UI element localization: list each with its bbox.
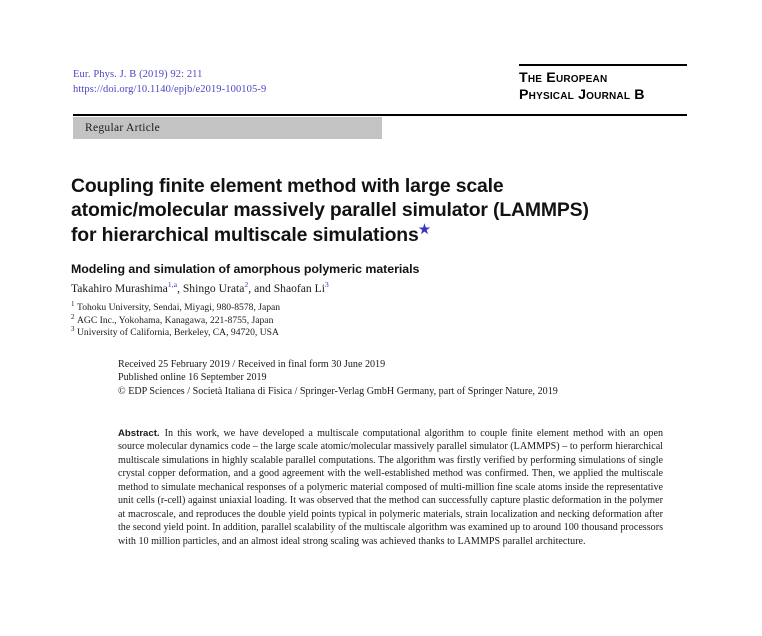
title-line-2: atomic/molecular massively parallel simulator (LAMMPS) — [71, 199, 589, 222]
received-dates: Received 25 February 2019 / Received in final form 30 June 2019 — [118, 359, 386, 370]
abstract-label: Abstract. — [118, 428, 160, 439]
abstract-text: In this work, we have developed a multiscale computational algorithm to couple finite element method with an open source molecular dynamics code – the large scale atomic/molecular massively parallel simulator (LAMMPS) – to perform hierarchical multiscale simulations in highly scalable parallel computations. The algorithm was firstly verified by performing simulations of single crystal copper deformation, and a good agreement with the well-established method was confirmed. Then, we applied the multiscale method to simulate mechanical responses of a polymeric material composed of multi-million fine scale atoms inside the representative unit cells (r-cell) against uniaxial loading. It was observed that the method can successfully capture plastic deformation in the polymer at macroscale, and reproduces the double yield points typical in polymeric materials, strain localization and necking deformation after the second yield point. In addition, parallel scalability of the multiscale algorithm was examined up to around 100 thousand processors with 10 million particles, and an almost ideal strong scaling was achieved thanks to LAMMPS parallel architecture. — [118, 428, 663, 547]
affiliation-marker: 2 — [71, 312, 75, 321]
affiliation-text: AGC Inc., Yokohama, Kanagawa, 221-8755, Japan — [77, 314, 274, 326]
article-type-label: Regular Article — [85, 122, 161, 134]
journal-reference — [73, 68, 266, 97]
affiliation-item — [71, 299, 691, 315]
author-name[interactable]: Shaofan Li — [273, 282, 325, 295]
doi-link[interactable]: https://doi.org/10.1140/epjb/e2019-100105-9 — [73, 83, 267, 95]
page-subtitle: Modeling and simulation of amorphous polymeric materials — [71, 262, 420, 277]
author-separator: , and — [248, 282, 274, 295]
affiliation-text: University of California, Berkeley, CA, 94720, USA — [77, 327, 279, 339]
affiliation-text: Tohoku University, Sendai, Miyagi, 980-8578, Japan — [77, 302, 281, 313]
publication-history — [118, 358, 663, 398]
header-divider-rule — [73, 114, 687, 116]
author-list — [71, 281, 691, 296]
title-footnote-star-icon[interactable]: ★ — [418, 221, 431, 237]
author-separator: , — [177, 282, 183, 295]
journal-masthead — [519, 64, 687, 104]
masthead-top-rule — [519, 64, 687, 66]
article-type-banner — [73, 117, 382, 139]
affiliation-marker: 1 — [71, 299, 75, 308]
title-line-3: for hierarchical multiscale simulations — [71, 223, 419, 246]
author-affiliation-marker[interactable]: 1,a — [167, 280, 178, 290]
page-title — [71, 174, 691, 247]
title-line-1: Coupling finite element method with large scale — [71, 175, 504, 197]
author-affiliation-marker[interactable]: 2 — [244, 280, 249, 290]
published-date: Published online 16 September 2019 — [118, 372, 267, 384]
copyright-line: © EDP Sciences / Società Italiana di Fisica / Springer-Verlag GmbH Germany, part of Springer Nature, 2019 — [118, 385, 558, 397]
title-block — [71, 174, 691, 277]
journal-citation: Eur. Phys. J. B (2019) 92: 211 — [73, 69, 203, 80]
masthead-line-1: The European — [519, 69, 608, 86]
author-name[interactable]: Shingo Urata — [182, 282, 245, 295]
affiliation-item — [71, 327, 691, 340]
page-header — [73, 68, 687, 120]
author-name[interactable]: Takahiro Murashima — [71, 282, 168, 295]
author-affiliation-marker[interactable]: 3 — [324, 280, 329, 290]
affiliation-item — [71, 312, 691, 328]
affiliation-list — [71, 299, 691, 340]
affiliation-marker: 3 — [71, 325, 75, 334]
masthead-line-2: Physical Journal B — [519, 86, 645, 103]
abstract-block — [118, 427, 663, 548]
